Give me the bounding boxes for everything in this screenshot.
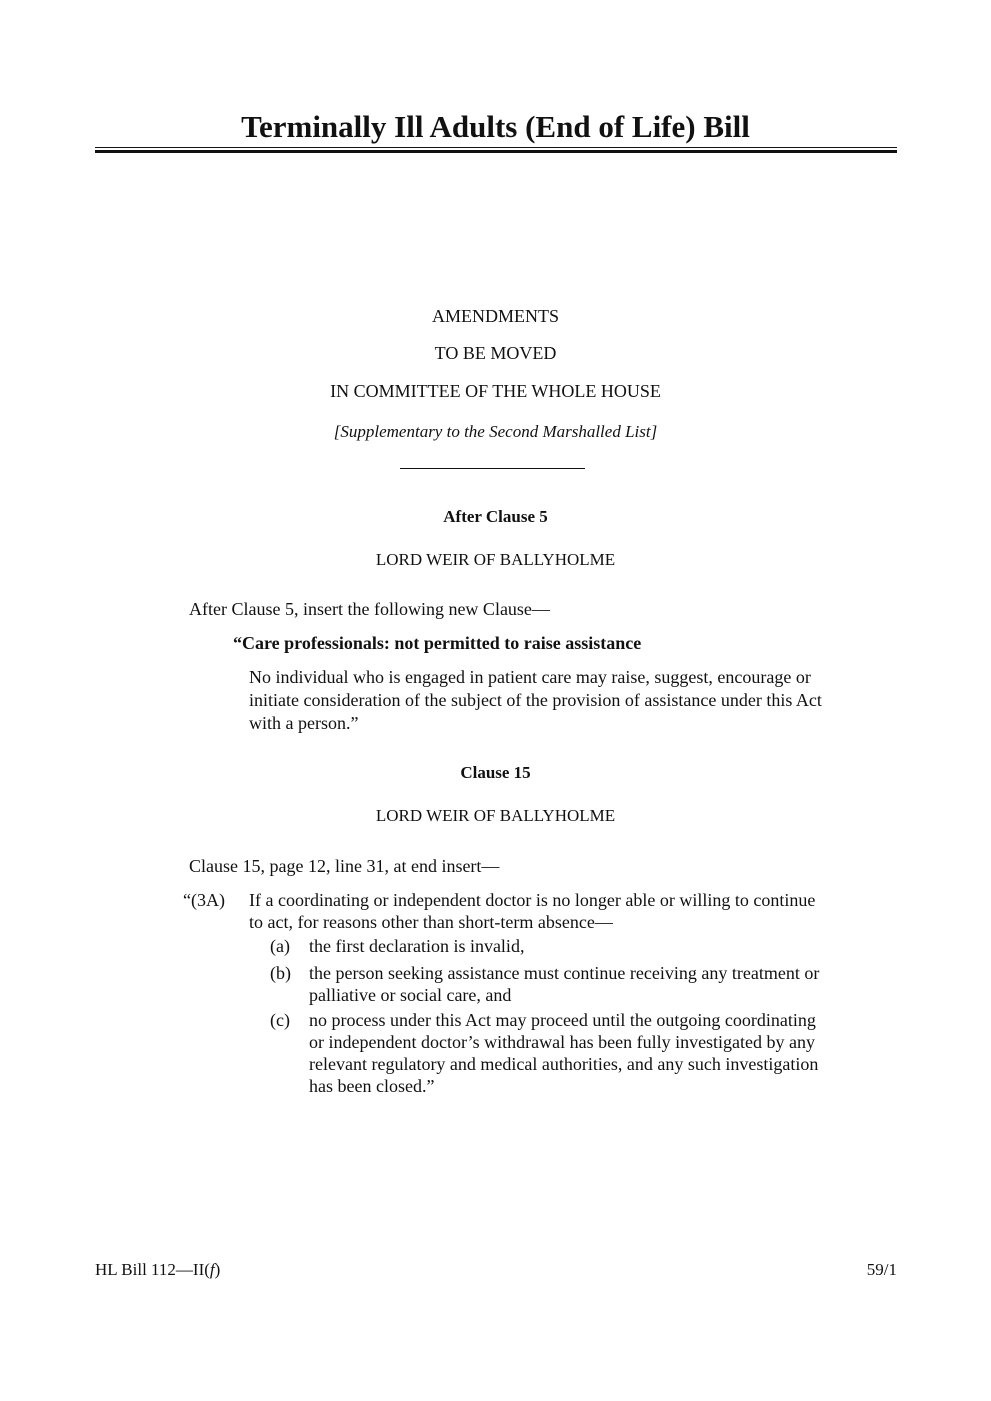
bill-ref-end: ) bbox=[214, 1260, 221, 1279]
item-line: has been closed.” bbox=[309, 1076, 435, 1096]
item-line: the first declaration is invalid, bbox=[309, 936, 525, 956]
subsection-line: If a coordinating or independent doctor is no longer able or willing to continue bbox=[249, 890, 816, 910]
subsection-line: to act, for reasons other than short-term absence— bbox=[249, 912, 613, 932]
amendment-instruction: Clause 15, page 12, line 31, at end insert— bbox=[189, 856, 500, 876]
footer-page-ref: 59/1 bbox=[866, 1260, 897, 1279]
title-rule-thin bbox=[95, 147, 897, 148]
heading-to-be-moved: TO BE MOVED bbox=[434, 343, 557, 363]
subsection-label: “(3A) bbox=[183, 890, 225, 910]
bill-ref-italic: f bbox=[209, 1260, 215, 1279]
mover-name: LORD WEIR OF BALLYHOLME bbox=[375, 806, 616, 825]
new-clause-line: No individual who is engaged in patient care may raise, suggest, encourage or bbox=[249, 667, 811, 687]
item-label: (a) bbox=[270, 936, 290, 956]
clause-heading: After Clause 5 bbox=[443, 507, 548, 526]
footer-bill-ref bbox=[95, 1259, 220, 1281]
item-line: relevant regulatory and medical authorities, and any such investigation bbox=[309, 1054, 819, 1074]
mover-name: LORD WEIR OF BALLYHOLME bbox=[375, 550, 616, 569]
item-line: the person seeking assistance must continue receiving any treatment or bbox=[309, 963, 820, 983]
heading-subtitle: [Supplementary to the Second Marshalled List] bbox=[333, 422, 658, 441]
document-title: Terminally Ill Adults (End of Life) Bill bbox=[241, 109, 750, 144]
new-clause-line: with a person.” bbox=[249, 713, 359, 733]
heading-amendments: AMENDMENTS bbox=[431, 306, 559, 326]
section-divider bbox=[400, 468, 585, 469]
new-clause-title: “Care professionals: not permitted to raise assistance bbox=[233, 633, 642, 653]
item-label: (b) bbox=[270, 963, 291, 983]
bill-ref-text: HL Bill 112—II( bbox=[95, 1260, 210, 1279]
item-label: (c) bbox=[270, 1010, 290, 1030]
new-clause-line: initiate consideration of the subject of the provision of assistance under this Act bbox=[249, 690, 822, 710]
item-line: or independent doctor’s withdrawal has been fully investigated by any bbox=[309, 1032, 816, 1052]
clause-heading: Clause 15 bbox=[460, 763, 531, 782]
title-rule-thick bbox=[95, 150, 897, 153]
heading-committee: IN COMMITTEE OF THE WHOLE HOUSE bbox=[330, 381, 661, 401]
item-line: palliative or social care, and bbox=[309, 985, 512, 1005]
item-line: no process under this Act may proceed until the outgoing coordinating bbox=[309, 1010, 816, 1030]
amendment-instruction: After Clause 5, insert the following new Clause— bbox=[189, 599, 550, 619]
